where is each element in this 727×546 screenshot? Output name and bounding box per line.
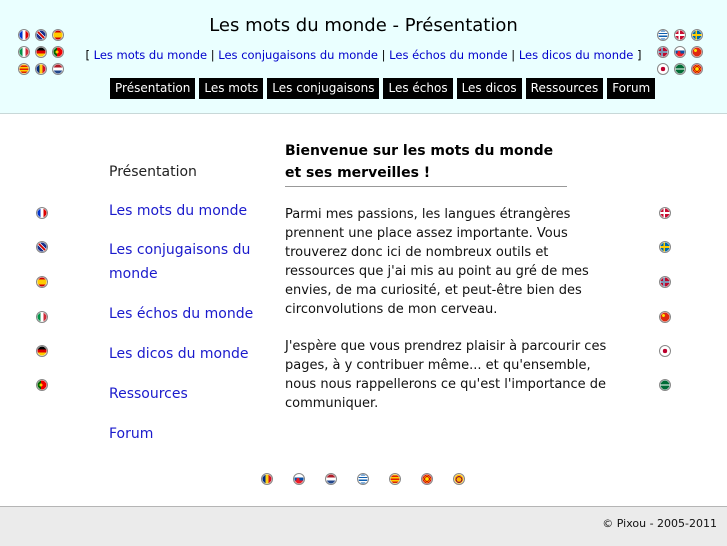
portugal-flag-icon[interactable] <box>52 46 64 58</box>
menu-item-forum[interactable]: Forum <box>109 426 154 442</box>
top-link-conjugaisons[interactable]: Les conjugaisons du monde <box>218 48 378 62</box>
nav-forum[interactable]: Forum <box>607 78 655 99</box>
top-link-echos[interactable]: Les échos du monde <box>389 48 508 62</box>
france-flag-icon[interactable] <box>36 207 48 219</box>
germany-flag-icon[interactable] <box>36 345 48 357</box>
saudi-flag-icon[interactable] <box>674 63 686 75</box>
copyright-text: © Pixou - 2005-2011 <box>602 517 717 530</box>
welcome-heading: Bienvenue sur les mots du monde et ses merveilles ! <box>285 140 567 187</box>
norway-flag-icon[interactable] <box>659 276 671 288</box>
nav-conjugaisons[interactable]: Les conjugaisons <box>267 78 379 99</box>
sweden-flag-icon[interactable] <box>659 241 671 253</box>
italy-flag-icon[interactable] <box>36 311 48 323</box>
greece-flag-icon[interactable] <box>357 473 369 485</box>
link-separator: | <box>381 48 386 62</box>
sweden-flag-icon[interactable] <box>691 29 703 41</box>
sri-lanka-flag-icon[interactable] <box>453 473 465 485</box>
intro-paragraph: Parmi mes passions, les langues étrangères prennent une place assez importante. Vous trouverez donc ici de nombreux outils et ressources que j'ai mis au point au gré de mes envies, de ma curiosité, et peut-être bien des circonvolutions de mon cerveau. <box>285 207 589 317</box>
netherlands-flag-icon[interactable] <box>52 63 64 75</box>
uk-flag-icon[interactable] <box>36 241 48 253</box>
nav-mots[interactable]: Les mots <box>199 78 263 99</box>
germany-flag-icon[interactable] <box>35 46 47 58</box>
denmark-flag-icon[interactable] <box>659 207 671 219</box>
japan-flag-icon[interactable] <box>659 345 671 357</box>
greece-flag-icon[interactable] <box>657 29 669 41</box>
header <box>0 0 727 114</box>
macedonia-flag-icon[interactable] <box>691 63 703 75</box>
menu-item-dicos[interactable]: Les dicos du monde <box>109 346 249 362</box>
nav-bar <box>110 78 655 99</box>
link-separator: | <box>210 48 215 62</box>
bracket-open: [ <box>85 48 90 62</box>
catalonia-flag-icon[interactable] <box>389 473 401 485</box>
nav-presentation[interactable]: Présentation <box>110 78 195 99</box>
portugal-flag-icon[interactable] <box>36 379 48 391</box>
top-link-mots[interactable]: Les mots du monde <box>93 48 208 62</box>
spain-flag-icon[interactable] <box>52 29 64 41</box>
page-title: Les mots du monde - Présentation <box>209 15 518 36</box>
link-separator: | <box>511 48 516 62</box>
menu-item-presentation[interactable]: Présentation <box>109 164 197 180</box>
nav-ressources[interactable]: Ressources <box>526 78 604 99</box>
nav-echos[interactable]: Les échos <box>383 78 452 99</box>
denmark-flag-icon[interactable] <box>674 29 686 41</box>
top-links <box>0 48 727 62</box>
china-flag-icon[interactable] <box>659 311 671 323</box>
romania-flag-icon[interactable] <box>35 63 47 75</box>
menu-item-conjugaisons[interactable]: Les conjugaisons du monde <box>109 242 251 282</box>
saudi-flag-icon[interactable] <box>659 379 671 391</box>
closing-paragraph: J'espère que vous prendrez plaisir à parcourir ces pages, à y contribuer même... et qu'ensemble, nous nous rappellerons ce qu'est l'importance de communiquer. <box>285 339 607 411</box>
menu-item-mots[interactable]: Les mots du monde <box>109 203 248 219</box>
slovakia-flag-icon[interactable] <box>674 46 686 58</box>
romania-flag-icon[interactable] <box>261 473 273 485</box>
footer <box>0 506 727 546</box>
macedonia-flag-icon[interactable] <box>421 473 433 485</box>
japan-flag-icon[interactable] <box>657 63 669 75</box>
norway-flag-icon[interactable] <box>657 46 669 58</box>
main-content <box>285 140 617 413</box>
uk-flag-icon[interactable] <box>35 29 47 41</box>
france-flag-icon[interactable] <box>18 29 30 41</box>
menu-item-ressources[interactable]: Ressources <box>109 386 188 402</box>
italy-flag-icon[interactable] <box>18 46 30 58</box>
slovakia-flag-icon[interactable] <box>293 473 305 485</box>
bracket-close: ] <box>637 48 642 62</box>
nav-dicos[interactable]: Les dicos <box>457 78 522 99</box>
menu-item-echos[interactable]: Les échos du monde <box>109 306 254 322</box>
catalonia-flag-icon[interactable] <box>18 63 30 75</box>
netherlands-flag-icon[interactable] <box>325 473 337 485</box>
top-link-dicos[interactable]: Les dicos du monde <box>518 48 634 62</box>
china-flag-icon[interactable] <box>691 46 703 58</box>
spain-flag-icon[interactable] <box>36 276 48 288</box>
